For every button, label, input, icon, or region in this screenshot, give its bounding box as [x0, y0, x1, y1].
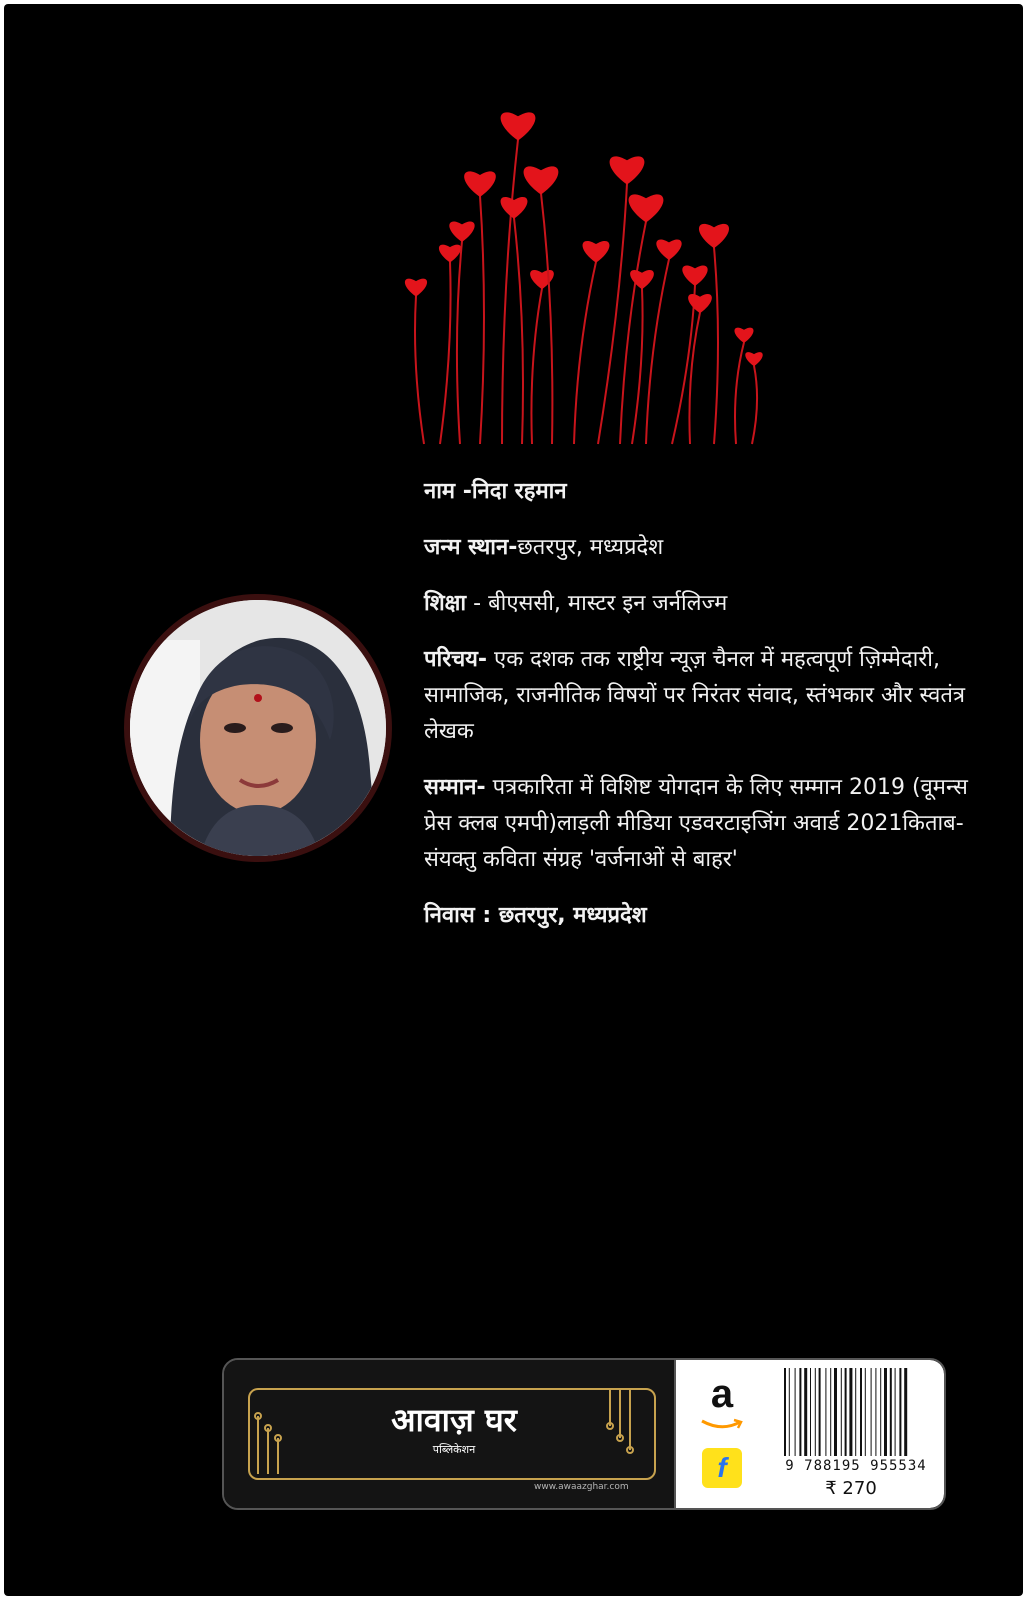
heart-stem	[752, 366, 757, 444]
barcode-bar	[830, 1368, 831, 1456]
barcode-bar	[789, 1368, 790, 1456]
residence-value: छतरपुर, मध्यप्रदेश	[491, 903, 647, 928]
heart-shape	[405, 279, 427, 297]
heart-shape	[464, 171, 496, 197]
barcode-bars	[784, 1368, 930, 1458]
intro-value: एक दशक तक राष्ट्रीय न्यूज़ चैनल में महत्वपूर्ण ज़िम्मेदारी, सामाजिक, राजनीतिक विषयों पर निरंतर संवाद, स्तंभकार और स्वतंत्र लेखक	[424, 647, 965, 744]
heart-stem	[531, 289, 542, 445]
amazon-smile-icon	[700, 1418, 744, 1432]
barcode-bar	[849, 1368, 852, 1456]
heart-shape	[610, 156, 645, 184]
residence-label: निवास :	[424, 903, 492, 928]
heart-stem	[415, 296, 424, 444]
heart-shape	[688, 294, 712, 313]
birthplace-value: छतरपुर, मध्यप्रदेश	[517, 535, 664, 560]
barcode-bar	[819, 1368, 821, 1456]
publisher-logo-frame	[248, 1388, 656, 1480]
gold-circuit-ornament-right	[604, 1386, 644, 1456]
heart-shape	[699, 224, 729, 248]
barcode-bar	[890, 1368, 892, 1456]
publisher-strip	[222, 1358, 946, 1510]
heart-shape	[745, 352, 762, 366]
barcode-bar	[860, 1368, 862, 1456]
barcode-bar	[841, 1368, 842, 1456]
birthplace-label: जन्म स्थान-	[424, 535, 518, 560]
heart-stem	[541, 193, 552, 444]
name-line	[424, 474, 984, 510]
heart-stem	[646, 259, 669, 444]
barcode-bar	[825, 1368, 826, 1456]
heart-stem	[574, 262, 596, 444]
name-label: नाम -	[424, 479, 472, 504]
barcode-bar	[875, 1368, 876, 1456]
book-price: ₹ 270	[825, 1478, 877, 1499]
education-value: - बीएससी, मास्टर इन जर्नलिज्म	[466, 591, 728, 616]
barcode-bar	[871, 1368, 872, 1456]
barcode-bar	[795, 1368, 796, 1456]
heart-stem	[632, 289, 643, 445]
barcode-bar	[845, 1368, 847, 1456]
barcode-bar	[784, 1368, 786, 1456]
intro-line	[424, 642, 984, 750]
heart-shape	[735, 328, 754, 343]
hearts-illustration	[384, 94, 804, 464]
education-line	[424, 586, 984, 622]
barcode-bar	[865, 1368, 866, 1456]
publisher-panel	[224, 1360, 674, 1508]
gold-circuit-ornament-left	[252, 1410, 292, 1480]
residence-line	[424, 898, 984, 934]
heart-shape	[682, 266, 707, 286]
heart-stem	[480, 196, 484, 444]
heart-stem	[735, 342, 744, 444]
heart-stem	[440, 262, 451, 444]
heart-shape	[449, 222, 474, 242]
intro-label: परिचय-	[424, 647, 488, 672]
author-photo	[124, 594, 392, 862]
heart-stem	[502, 139, 518, 444]
barcode-bar	[884, 1368, 887, 1456]
honors-label: सम्मान-	[424, 775, 486, 800]
barcode-bar	[899, 1368, 901, 1456]
barcode-bar	[855, 1368, 856, 1456]
author-portrait-image	[130, 600, 386, 856]
amazon-icon: a	[710, 1372, 734, 1416]
publisher-url: www.awaazghar.com	[534, 1482, 629, 1492]
barcode-bar	[904, 1368, 907, 1456]
publisher-subtitle: पब्लिकेशन	[432, 1443, 476, 1456]
heart-shape	[583, 241, 610, 263]
store-logos	[674, 1360, 768, 1508]
heart-shape	[501, 112, 536, 140]
barcode-bar	[895, 1368, 896, 1456]
barcode-bar	[799, 1368, 801, 1456]
heart-stem	[457, 241, 462, 444]
barcode-bar	[815, 1368, 816, 1456]
honors-line	[424, 770, 984, 878]
author-name: निदा रहमान	[471, 479, 567, 504]
isbn-number: 9 788195 955534	[785, 1458, 927, 1474]
education-label: शिक्षा	[424, 591, 467, 616]
heart-shape	[656, 240, 681, 260]
heart-stem	[514, 218, 523, 444]
heart-shape	[524, 166, 559, 194]
heart-shape	[439, 245, 461, 263]
birthplace-line	[424, 530, 984, 566]
isbn-barcode	[766, 1360, 944, 1508]
barcode-bar	[810, 1368, 811, 1456]
author-bio	[424, 474, 984, 954]
barcode-bar	[804, 1368, 807, 1456]
barcode-bar	[880, 1368, 881, 1456]
flipkart-icon	[702, 1448, 742, 1488]
heart-shape	[530, 270, 554, 289]
heart-shape	[501, 197, 528, 219]
flipkart-letter: f	[717, 1452, 727, 1483]
book-back-cover	[4, 4, 1023, 1596]
heart-shape	[629, 194, 664, 222]
heart-stem	[714, 247, 718, 444]
honors-value: पत्रकारिता में विशिष्ट योगदान के लिए सम्मान 2019 (वूमन्स प्रेस क्लब एमपी)लाड़ली मीडिया एडवरटाइजिंग अवार्ड 2021किताब- संयक्तु कविता संग्रह 'वर्जनाओं से बाहर'	[424, 775, 968, 872]
barcode-bar	[834, 1368, 837, 1456]
publisher-name: आवाज़ घर	[391, 1401, 517, 1439]
